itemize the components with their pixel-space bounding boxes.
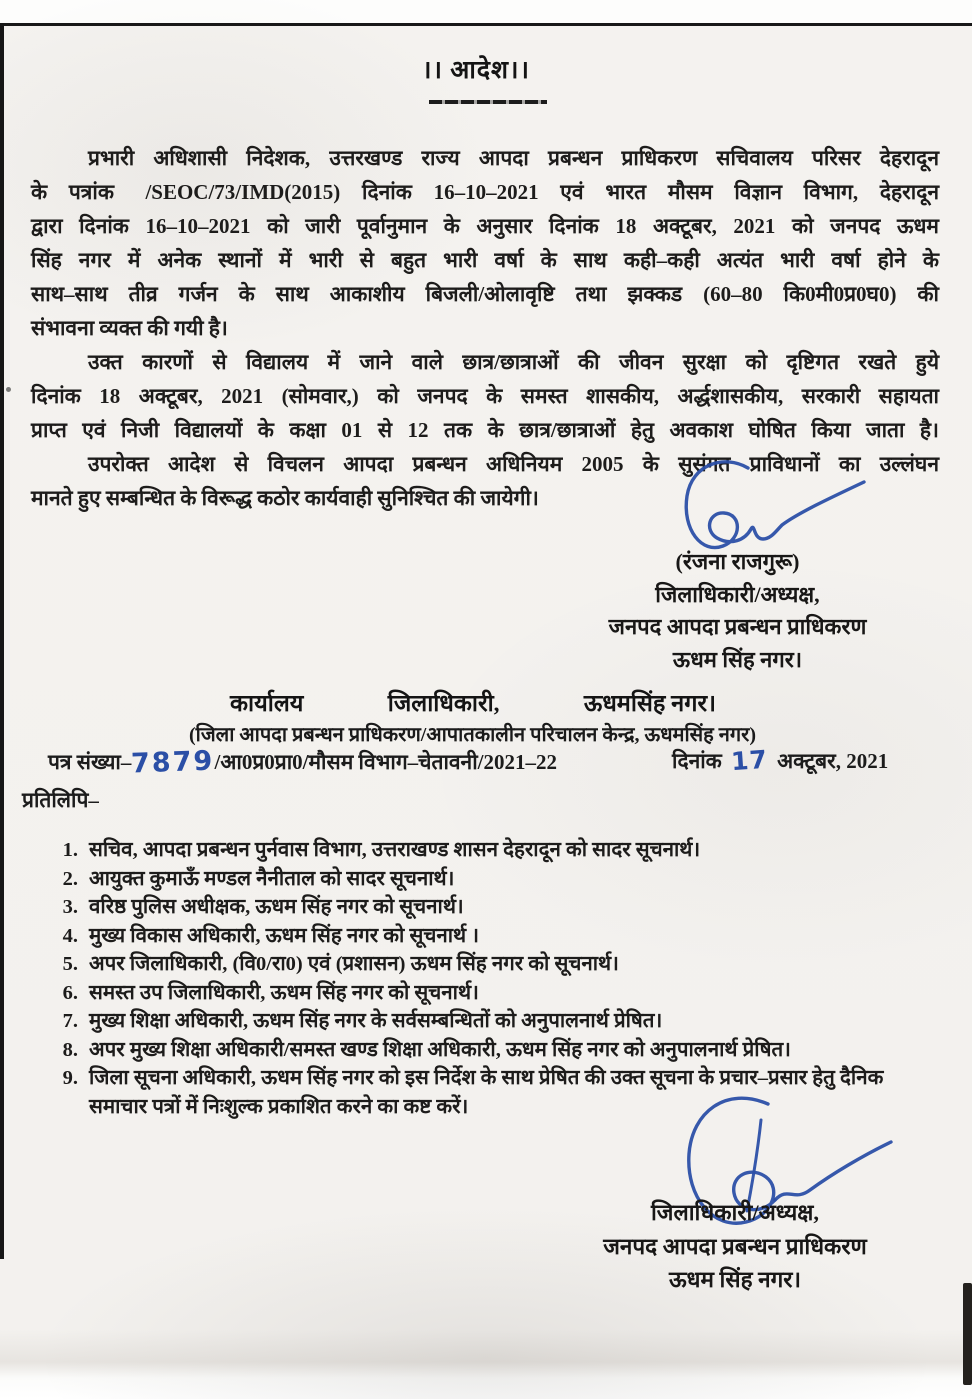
- signatory-name: (रंजना राजगुरू): [675, 549, 800, 574]
- paragraph-1-line: सिंह नगर में अनेक स्थानों में भारी से बहुत भारी वर्षा के साथ कही–कही अत्यंत भारी वर्षा होने के: [31, 248, 939, 272]
- copy-item-number: 7.: [62, 1010, 78, 1032]
- copy-item-number: 3.: [62, 896, 78, 918]
- signatory-authority: जनपद आपदा प्रबन्धन प्राधिकरण: [608, 614, 867, 639]
- date-month-year: अक्टूबर, 2021: [777, 749, 889, 773]
- order-body: [31, 141, 939, 515]
- signatory-authority: जनपद आपदा प्रबन्धन प्राधिकरण: [603, 1233, 867, 1259]
- paragraph-2-line: दिनांक 18 अक्टूबर, 2021 (सोमवार,) को जनपद के समस्त शासकीय, अर्द्धशासकीय, सरकारी सहायता: [31, 384, 939, 408]
- letter-number-line: [48, 745, 942, 785]
- paragraph-1-line: प्रभारी अधिशासी निदेशक, उत्तरखण्ड राज्य आपदा प्रबन्धन प्राधिकरण सचिवालय परिसर देहरादून: [88, 146, 939, 170]
- copy-list-item: [52, 950, 944, 979]
- office-heading-word: ऊधमसिंह नगर।: [583, 691, 716, 717]
- office-subheading: (जिला आपदा प्रबन्धन प्राधिकरण/आपातकालीन परिचालन केन्द्र, ऊधमसिंह नगर): [188, 724, 757, 746]
- signatory-block-top: [565, 546, 910, 676]
- copy-list-item: [52, 1064, 944, 1121]
- handwritten-date-day: 17: [730, 744, 769, 777]
- office-heading: [230, 686, 716, 718]
- date-label: दिनांक: [672, 749, 722, 773]
- ink-dot-artifact: [6, 387, 11, 392]
- paragraph-2-line: प्राप्त एवं निजी विद्यालयों के कक्षा 01 से 12 तक के छात्र/छात्राओं हेतु अवकाश घोषित किया जाता है।: [31, 418, 939, 442]
- copy-item-number: 4.: [62, 924, 78, 947]
- paragraph-1-line: के पत्रांक /SEOC/73/IMD(2015) दिनांक 16–10–2021 एवं भारत मौसम विज्ञान विभाग, देहरादून: [31, 180, 939, 204]
- paragraph-2-line: उक्त कारणों से विद्यालय में जाने वाले छात्र/छात्राओं की जीवन सुरक्षा को दृष्टिगत रखते हुये: [88, 350, 939, 374]
- copy-item-text: सचिव, आपदा प्रबन्धन पुर्नवास विभाग, उत्तराखण्ड शासन देहरादून को सादर सूचनार्थ।: [89, 839, 701, 861]
- paragraph-1-line: साथ–साथ तीव्र गर्जन के साथ आकाशीय बिजली/ओलावृष्टि तथा झक्कड (60–80 कि0मी0प्र0घ0) की: [31, 282, 939, 306]
- signatory-block-bottom: [560, 1196, 910, 1297]
- letter-number-prefix: पत्र संख्या–: [48, 750, 132, 774]
- copy-list-item: [52, 893, 944, 922]
- copy-recipients-list: [52, 836, 944, 1121]
- copy-item-number: 9.: [62, 1067, 78, 1089]
- copy-item-number: 8.: [62, 1038, 78, 1061]
- copy-item-number: 1.: [62, 839, 78, 861]
- paragraph-1: [31, 141, 939, 345]
- paragraph-3-line: उपरोक्त आदेश से विचलन आपदा प्रबन्धन अधिनियम 2005 के सुसंगत प्राविधानों का उल्लंघन: [88, 452, 939, 476]
- signatory-designation: जिलाधिकारी/अध्यक्ष,: [655, 581, 820, 607]
- handwritten-letter-number: 7879: [130, 745, 216, 780]
- copy-list-item: [52, 1036, 944, 1065]
- copy-list-item: [52, 979, 944, 1008]
- signatory-district: ऊधम सिंह नगर।: [668, 1267, 802, 1292]
- copy-item-text: अपर मुख्य शिक्षा अधिकारी/समस्त खण्ड शिक्षा अधिकारी, ऊधम सिंह नगर को अनुपालनार्थ प्रेषित।: [89, 1038, 791, 1061]
- copy-item-text: मुख्य विकास अधिकारी, ऊधम सिंह नगर को सूचनार्थ ।: [89, 924, 480, 947]
- office-heading-word: जिलाधिकारी,: [387, 691, 500, 717]
- copy-item-number: 5.: [62, 953, 78, 975]
- paragraph-1-line: द्वारा दिनांक 16–10–2021 को जारी पूर्वानुमान के अनुसार दिनांक 18 अक्टूबर, 2021 को जनपद ऊधम: [31, 214, 939, 238]
- copy-item-number: 6.: [62, 981, 78, 1004]
- signatory-designation: जिलाधिकारी/अध्यक्ष,: [650, 1200, 820, 1225]
- paragraph-1-line: संभावना व्यक्त की गयी है।: [31, 316, 228, 340]
- copy-item-text: मुख्य शिक्षा अधिकारी, ऊधम सिंह नगर के सर्वसम्बन्धितों को अनुपालनार्थ प्रेषित।: [89, 1010, 663, 1032]
- scan-artifact-right-edge: [963, 1283, 972, 1385]
- order-title: ।। आदेश।।: [422, 57, 530, 84]
- scan-border-left: [0, 23, 4, 1259]
- copy-list-item: [52, 865, 944, 894]
- copy-item-text: समस्त उप जिलाधिकारी, ऊधम सिंह नगर को सूचनार्थ।: [89, 981, 479, 1004]
- date-line: [672, 745, 888, 775]
- copy-item-text: अपर जिलाधिकारी, (वि0/रा0) एवं (प्रशासन) ऊधम सिंह नगर को सूचनार्थ।: [89, 953, 619, 975]
- paragraph-3: [31, 447, 939, 515]
- office-heading-word: कार्यालय: [230, 691, 304, 717]
- copy-item-text: आयुक्त कुमाऊँ मण्डल नैनीताल को सादर सूचनार्थ।: [89, 867, 455, 890]
- paragraph-3-line: मानते हुए सम्बन्धित के विरूद्ध कठोर कार्यवाही सुनिश्चित की जायेगी।: [31, 486, 539, 510]
- copy-list-item: [52, 922, 944, 951]
- title-underline: [429, 100, 547, 104]
- signatory-district: ऊधम सिंह नगर।: [672, 646, 803, 672]
- copy-item-number: 2.: [62, 867, 78, 890]
- letter-number-suffix: /आ0प्र0प्रा0/मौसम विभाग–चेतावनी/2021–22: [214, 750, 557, 774]
- copy-item-text: जिला सूचना अधिकारी, ऊधम सिंह नगर को इस निर्देश के साथ प्रेषित की उक्त सूचना के प्रचार–प्रसार हेतु दैनिक समाचार पत्रों में निःशुल्क प्रकाशित करने का कष्ट करें।: [89, 1067, 884, 1118]
- copy-list-item: [52, 836, 944, 865]
- paragraph-2: [31, 345, 939, 447]
- copy-item-text: वरिष्ठ पुलिस अधीक्षक, ऊधम सिंह नगर को सूचनार्थ।: [89, 896, 464, 918]
- copy-list-item: [52, 1007, 944, 1036]
- copy-to-label: प्रतिलिपि–: [22, 788, 99, 812]
- scan-border-top: [0, 23, 972, 26]
